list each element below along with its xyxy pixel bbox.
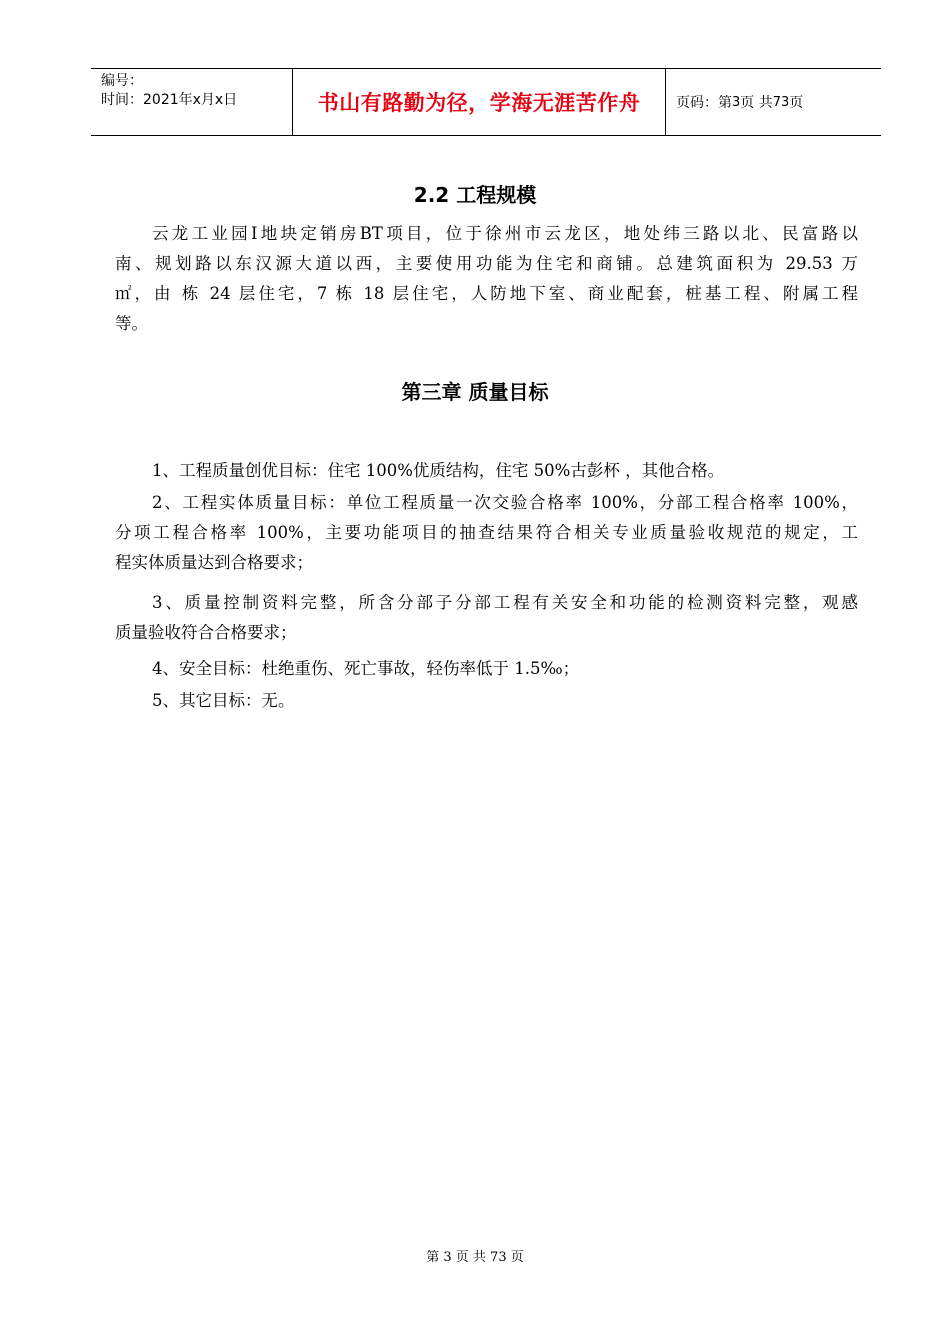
document-time-label: 时间：2021年x月x日: [101, 92, 238, 108]
page-prefix: 页码：第: [676, 95, 732, 111]
page-suffix: 页: [789, 95, 804, 111]
goal-line: 2、工程实体质量目标：单位工程质量一次交验合格率 100%，分部工程合格率 100%，: [152, 493, 858, 512]
quality-goal-4: [115, 654, 858, 684]
quality-goal-3: [115, 588, 858, 648]
goal-line: 程实体质量达到合格要求；: [115, 553, 313, 572]
quality-goal-5: [115, 686, 858, 716]
paragraph-line: ㎡，由 栋 24 层住宅，7 栋 18 层住宅，人防地下室、商业配套，桩基工程、附属工程: [115, 284, 858, 303]
goal-line: 4、安全目标：杜绝重伤、死亡事故，轻伤率低于 1.5‰；: [152, 659, 580, 678]
paragraph-line: 南、规划路以东汉源大道以西，主要使用功能为住宅和商铺。总建筑面积为 29.53 万: [115, 254, 858, 273]
header-page-cell: [666, 69, 881, 135]
page-footer: 第 3 页 共 73 页: [426, 1250, 524, 1265]
section-2-2-paragraph: [115, 219, 858, 339]
chapter-heading-3: 第三章 质量目标: [401, 380, 549, 404]
page-middle: 页 共: [740, 95, 773, 111]
header-motto: 书山有路勤为径，学海无涯苦作舟: [317, 91, 641, 115]
goal-line: 分项工程合格率 100%，主要功能项目的抽查结果符合相关专业质量验收规范的规定，工: [115, 523, 858, 542]
page-current-number: 3: [732, 94, 741, 110]
header-meta-cell: [91, 69, 293, 135]
header-motto-cell: [293, 69, 666, 135]
quality-goal-2: [115, 488, 858, 578]
section-heading-2-2: 2.2 工程规模: [413, 183, 537, 207]
paragraph-line: 云龙工业园I地块定销房BT项目，位于徐州市云龙区，地处纬三路以北、民富路以: [152, 224, 858, 243]
page-header: [91, 68, 881, 136]
paragraph-line: 等。: [115, 314, 148, 333]
document-number-label: 编号：: [101, 73, 143, 89]
goal-line: 5、其它目标：无。: [152, 691, 295, 710]
page-total-number: 73: [772, 94, 790, 110]
goal-line: 质量验收符合合格要求；: [115, 623, 297, 642]
quality-goal-1: [115, 456, 858, 486]
goal-line: 1、工程质量创优目标：住宅 100%优质结构，住宅 50%古彭杯 ，其他合格。: [152, 461, 725, 480]
goal-line: 3、质量控制资料完整，所含分部子分部工程有关安全和功能的检测资料完整，观感: [152, 593, 858, 612]
